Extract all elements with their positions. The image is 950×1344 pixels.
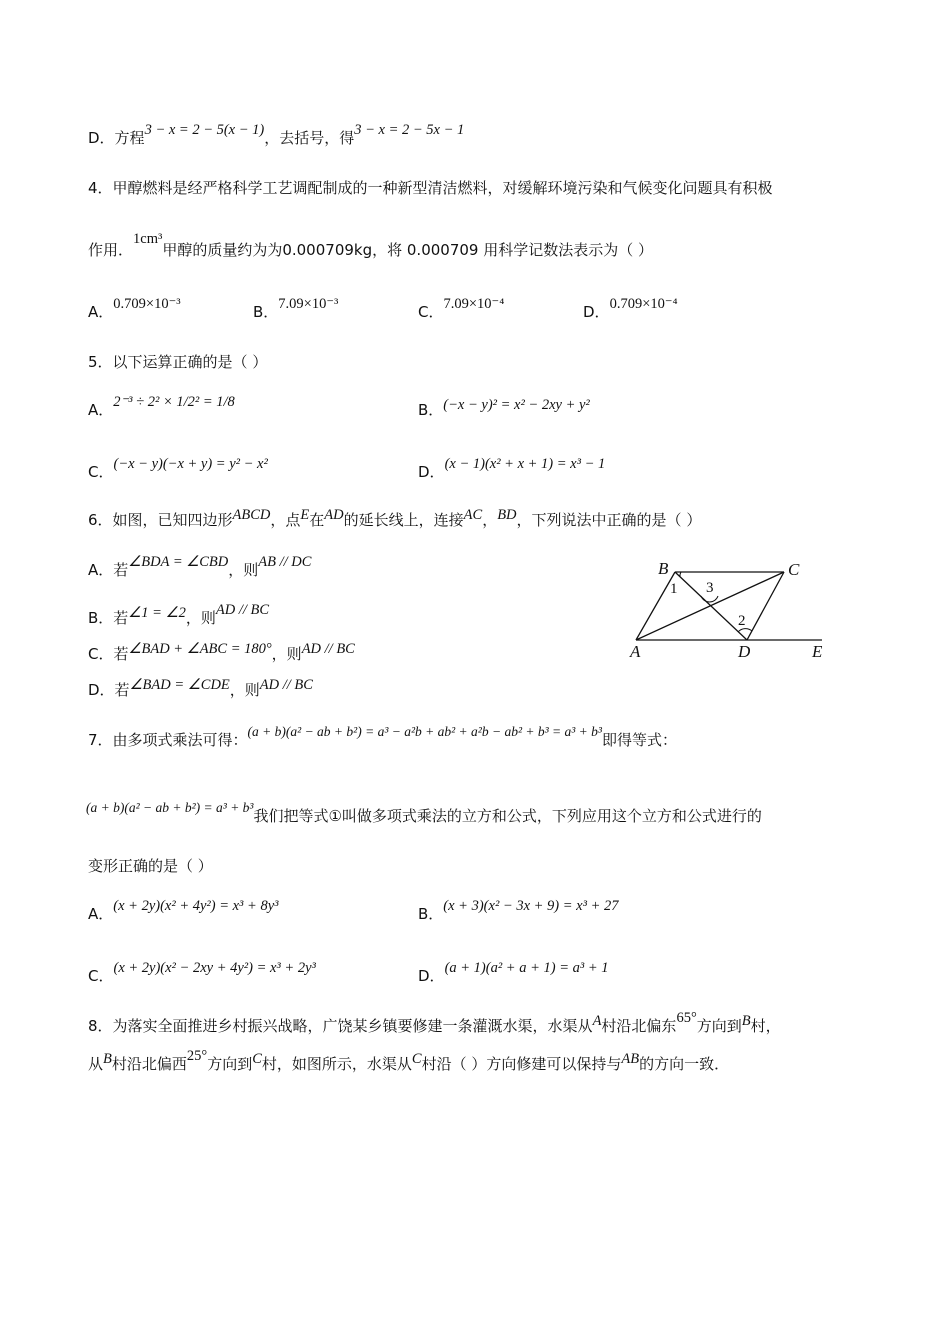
q4-option-a[interactable]: A．0.709×10⁻³ (88, 296, 181, 321)
angle1-arc (680, 572, 681, 577)
q5-option-a[interactable]: A．2⁻³ ÷ 2² × 1/2² = 1/8 (88, 394, 235, 419)
label-b: B (658, 559, 669, 578)
label-e: E (812, 642, 823, 661)
segment-cd (747, 572, 784, 640)
q3-d-result: 3 − x = 2 − 5x − 1 (354, 122, 465, 138)
q8-stem-line1: 8．为落实全面推进乡村振兴战略，广饶某乡镇要修建一条灌溉水渠，水渠从A村沿北偏东65°方向到B村， (88, 1010, 781, 1035)
q4-stem-line2: 作用．1cm³甲醇的质量约为为0.000709kg，将 0.000709 用科学记数法表示为（ ） (88, 231, 653, 259)
q7-stem: 7．由多项式乘法可得：(a + b)(a² − ab + b²) = a³ − a²b + ab² + a²b − ab² + b³ = a³ + b³即得等式： (88, 724, 677, 749)
q6-figure (628, 556, 828, 666)
q7-option-c[interactable]: C．(x + 2y)(x² − 2xy + 4y²) = x³ + 2y³ (88, 960, 316, 985)
label-c: C (788, 560, 800, 579)
q5-option-d[interactable]: D．(x − 1)(x² + x + 1) = x³ − 1 (418, 456, 606, 481)
label-a: A (630, 642, 641, 661)
q5-stem: 5．以下运算正确的是（ ） (88, 353, 268, 371)
label-angle1: 1 (670, 581, 678, 597)
q6-option-b[interactable]: B．若∠1 = ∠2，则AD // BC (88, 602, 270, 627)
q6-option-a[interactable]: A．若∠BDA = ∠CBD，则AB // DC (88, 554, 312, 579)
q6-option-d[interactable]: D．若∠BAD = ∠CDE，则AD // BC (88, 677, 313, 699)
q7-option-b[interactable]: B．(x + 3)(x² − 3x + 9) = x³ + 27 (418, 898, 619, 923)
label-angle2: 2 (738, 613, 746, 629)
q4-option-c[interactable]: C．7.09×10⁻⁴ (418, 296, 505, 321)
q6-stem: 6．如图，已知四边形ABCD，点E在AD的延长线上，连接AC，BD，下列说法中正确的是（ ） (88, 507, 702, 529)
q3-option-d[interactable]: D．方程3 − x = 2 − 5(x − 1)，去括号，得3 − x = 2 − 5x − 1 (88, 122, 465, 147)
q8-stem-line2: 从B村沿北偏西25°方向到C村，如图所示，水渠从C村沿（ ）方向修建可以保持与AB的方向一致． (88, 1048, 730, 1073)
q6-option-c[interactable]: C．若∠BAD + ∠ABC = 180°，则AD // BC (88, 641, 355, 663)
q7-option-a[interactable]: A．(x + 2y)(x² + 4y²) = x³ + 8y³ (88, 898, 279, 923)
q4-option-b[interactable]: B．7.09×10⁻³ (253, 296, 339, 321)
q7-identity: (a + b)(a² − ab + b²) = a³ − a²b + ab² + a²b − ab² + b³ = a³ + b³ (247, 724, 602, 739)
q4-stem-line1: 4．甲醇燃料是经严格科学工艺调配制成的一种新型清洁燃料，对缓解环境污染和气候变化问题具有积极 (88, 179, 773, 197)
q7-option-d[interactable]: D．(a + 1)(a² + a + 1) = a³ + 1 (418, 960, 609, 985)
quadrilateral-diagram (628, 556, 828, 666)
q7-formula: (a + b)(a² − ab + b²) = a³ + b³ (86, 800, 254, 815)
q7-stem-line3: 变形正确的是（ ） (88, 857, 213, 875)
q4-option-d[interactable]: D．0.709×10⁻⁴ (583, 296, 678, 321)
q5-option-c[interactable]: C．(−x − y)(−x + y) = y² − x² (88, 456, 268, 481)
label-angle3: 3 (706, 580, 714, 596)
q3-d-equation: 3 − x = 2 − 5(x − 1) (144, 122, 265, 138)
q4-unit: 1cm³ (133, 231, 163, 247)
label-d: D (738, 642, 751, 661)
angle2-arc (738, 629, 752, 632)
q7-formula-line: (a + b)(a² − ab + b²) = a³ + b³我们把等式①叫做多项式乘法的立方和公式，下列应用这个立方和公式进行的 (86, 800, 762, 825)
q5-option-b[interactable]: B．(−x − y)² = x² − 2xy + y² (418, 397, 590, 419)
